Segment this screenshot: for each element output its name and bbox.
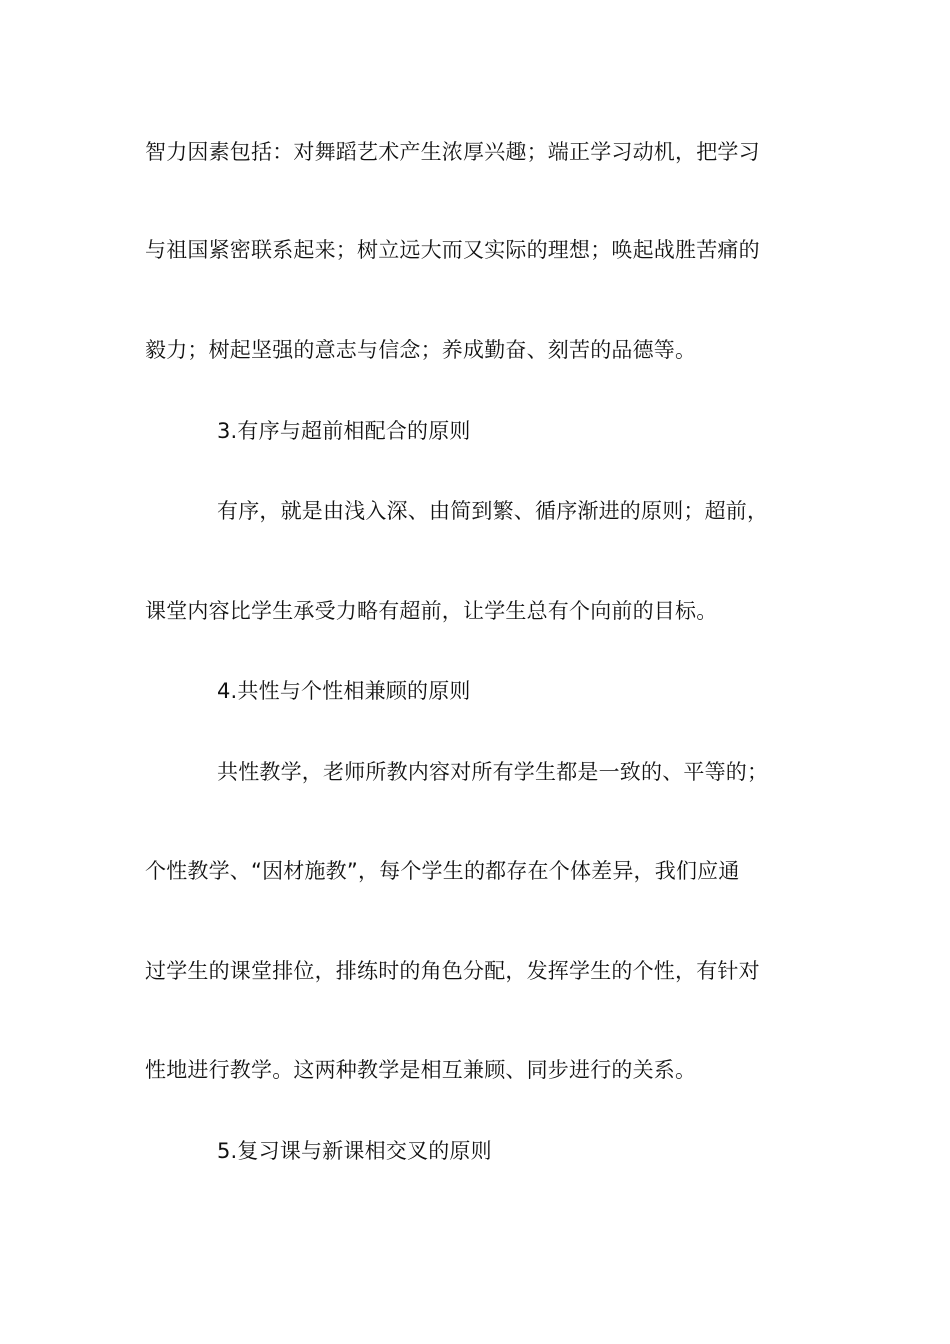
paragraph-line: 与祖国紧密联系起来；树立远大而又实际的理想；唤起战胜苦痛的 (145, 238, 760, 262)
paragraph-line: 毅力；树起坚强的意志与信念；养成勤奋、刻苦的品德等。 (145, 338, 697, 362)
paragraph-line: 有序，就是由浅入深、由简到繁、循序渐进的原则；超前， (217, 499, 769, 523)
paragraph-line: 共性教学，老师所教内容对所有学生都是一致的、平等的； (217, 760, 769, 784)
paragraph-line: 性地进行教学。这两种教学是相互兼顾、同步进行的关系。 (145, 1058, 697, 1082)
paragraph-line: 过学生的课堂排位，排练时的角色分配，发挥学生的个性，有针对 (145, 959, 760, 983)
paragraph-line: 课堂内容比学生承受力略有超前，让学生总有个向前的目标。 (145, 599, 718, 623)
paragraph-line: 个性教学、“因材施教”，每个学生的都存在个体差异，我们应通 (145, 859, 740, 883)
section-heading: 4.共性与个性相兼顾的原则 (217, 679, 471, 703)
paragraph-line: 智力因素包括：对舞蹈艺术产生浓厚兴趣；端正学习动机，把学习 (145, 140, 760, 164)
section-heading: 3.有序与超前相配合的原则 (217, 419, 471, 443)
section-heading: 5.复习课与新课相交叉的原则 (217, 1139, 492, 1163)
